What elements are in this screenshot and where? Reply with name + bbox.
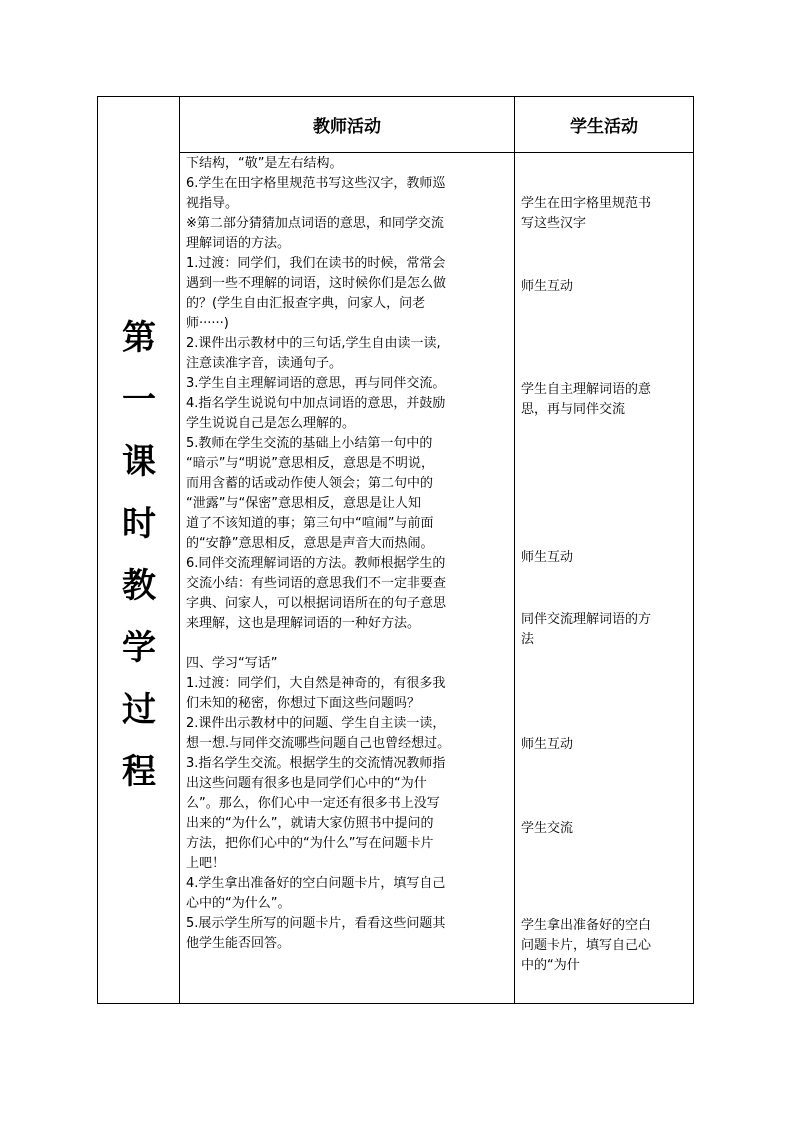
teacher-activity-line: 4.指名学生说说句中加点词语的意思，并鼓励 [186,396,446,411]
side-title-char: 时 [122,504,156,544]
teacher-activity-line: 字典、问家人，可以根据词语所在的句子意思 [186,596,447,611]
student-activity-line: 思，再与同伴交流 [521,402,626,417]
student-activity-header: 学生活动 [570,117,638,137]
teacher-activity-line: 1.过渡：同学们，我们在读书的时候，常常会 [186,256,446,271]
student-activity-block [521,277,691,297]
teacher-activity-line: “泄露”与“保密”意思相反，意思是让人知 [186,496,421,511]
teacher-activity-line: 他学生能否回答。 [186,936,291,951]
student-activity-line: 师生互动 [521,737,574,752]
teacher-activity-line: 1.过渡：同学们，大自然是神奇的，有很多我 [186,676,446,691]
teacher-activity-line: 而用含蓄的话或动作使人领会；第二句中的 [186,476,434,491]
side-title-char: 程 [122,752,156,792]
teacher-activity-line: ※第二部分猜猜加点词语的意思，和同学交流 [186,216,444,231]
side-title-char: 教 [122,566,156,606]
teacher-activity-header: 教师活动 [313,117,381,137]
side-title [98,307,180,803]
teacher-activity-line: 的“安静”意思相反，意思是声音大而热闹。 [186,536,434,551]
side-title-char: 课 [122,442,156,482]
teacher-activity-line: 理解词语的方法。 [186,236,291,251]
student-activity-block [521,548,691,568]
teacher-activity-line: “暗示”与“明说”意思相反，意思是不明说， [186,456,434,471]
student-activity-line: 学生拿出准备好的空白 [521,918,652,933]
teacher-activity-line: 3.学生自主理解词语的意思，再与同伴交流。 [186,376,446,391]
teacher-activity-line: 3.指名学生交流。根据学生的交流情况教师指 [186,756,446,771]
teacher-activity-line: 5.展示学生所写的问题卡片，看看这些问题其 [186,916,446,931]
student-activity-line: 同伴交流理解词语的方 [521,612,652,627]
teacher-activity-line: 出来的“为什么”，就请大家仿照书中提问的 [186,816,434,831]
side-title-char: 学 [122,628,156,668]
teacher-activity-line: 来理解，这也是理解词语的一种好方法。 [186,616,421,631]
teacher-activity-line: 下结构，“敬”是左右结构。 [186,156,343,171]
teacher-activity-line: 5.教师在学生交流的基础上小结第一句中的 [186,436,433,451]
column-divider-right [514,97,515,1003]
teacher-activity-line: 心中的“为什么”。 [186,896,291,911]
teacher-activity-line: 么”。那么，你们心中一定还有很多书上没写 [186,796,440,811]
header-divider [180,152,693,153]
teacher-activity-line: 四、学习“写话” [186,656,278,671]
teacher-activity-line: 遇到一些不理解的词语，这时候你们是怎么做 [186,276,447,291]
teacher-activity-line: 2.课件出示教材中的问题、学生自主读一读， [186,716,446,731]
teacher-activity-line: 上吧！ [186,856,226,871]
student-activity-line: 学生自主理解词语的意 [521,382,652,397]
side-title-char: 第 [122,318,156,358]
teacher-activity-line: 道了不该知道的事；第三句中“喧闹”与前面 [186,516,434,531]
side-title-char: 过 [122,690,156,730]
student-activity-line: 问题卡片，填写自己心 [521,938,652,953]
student-activity-line: 写这些汉字 [521,216,587,231]
teacher-activity-line: 想一想.与同伴交流哪些问题自己也曾经想过。 [186,736,451,751]
teacher-activity-line: 学生说说自己是怎么理解的。 [186,416,356,431]
student-activity-line: 法 [521,632,535,647]
teacher-activity-line: 出这些问题有很多也是同学们心中的“为什 [186,776,427,791]
teacher-activity-line: 4.学生拿出准备好的空白问题卡片，填写自己 [186,876,446,891]
student-activity-block [521,610,691,650]
teacher-activity-line: 6.同伴交流理解词语的方法。教师根据学生的 [186,556,446,571]
teacher-activity-line: 6.学生在田字格里规范书写这些汉字，教师巡 [186,176,446,191]
teacher-activity-line: 师······) [186,316,229,331]
student-activity-block [521,735,691,755]
teacher-activity-line: 方法，把你们心中的“为什么”写在问题卡片 [186,836,434,851]
student-activity-block [521,916,691,976]
teacher-activity-line: 交流小结：有些词语的意思我们不一定非要查 [186,576,447,591]
student-activity-line: 师生互动 [521,550,574,565]
teacher-activity-line: 注意读准字音，读通句子。 [186,356,343,371]
teacher-activity-line: 视指导。 [186,196,239,211]
side-title-char: 一 [122,380,156,420]
teacher-activity-line [186,634,514,654]
teacher-activity-column [186,154,514,954]
teacher-activity-line: 的？(学生自由汇报查字典，问家人，问老 [186,296,426,311]
student-activity-block [521,380,691,420]
student-activity-line: 学生交流 [521,821,574,836]
lesson-table [97,96,694,1004]
teacher-activity-line: 们未知的秘密，你想过下面这些问题吗？ [186,696,421,711]
student-activity-line: 学生在田字格里规范书 [521,196,652,211]
student-activity-line: 师生互动 [521,279,574,294]
student-activity-block [521,819,691,839]
teacher-activity-line: 2.课件出示教材中的三句话,学生自由读一读, [186,336,441,351]
student-activity-block [521,194,691,234]
student-activity-line: 中的“为什 [521,958,580,973]
